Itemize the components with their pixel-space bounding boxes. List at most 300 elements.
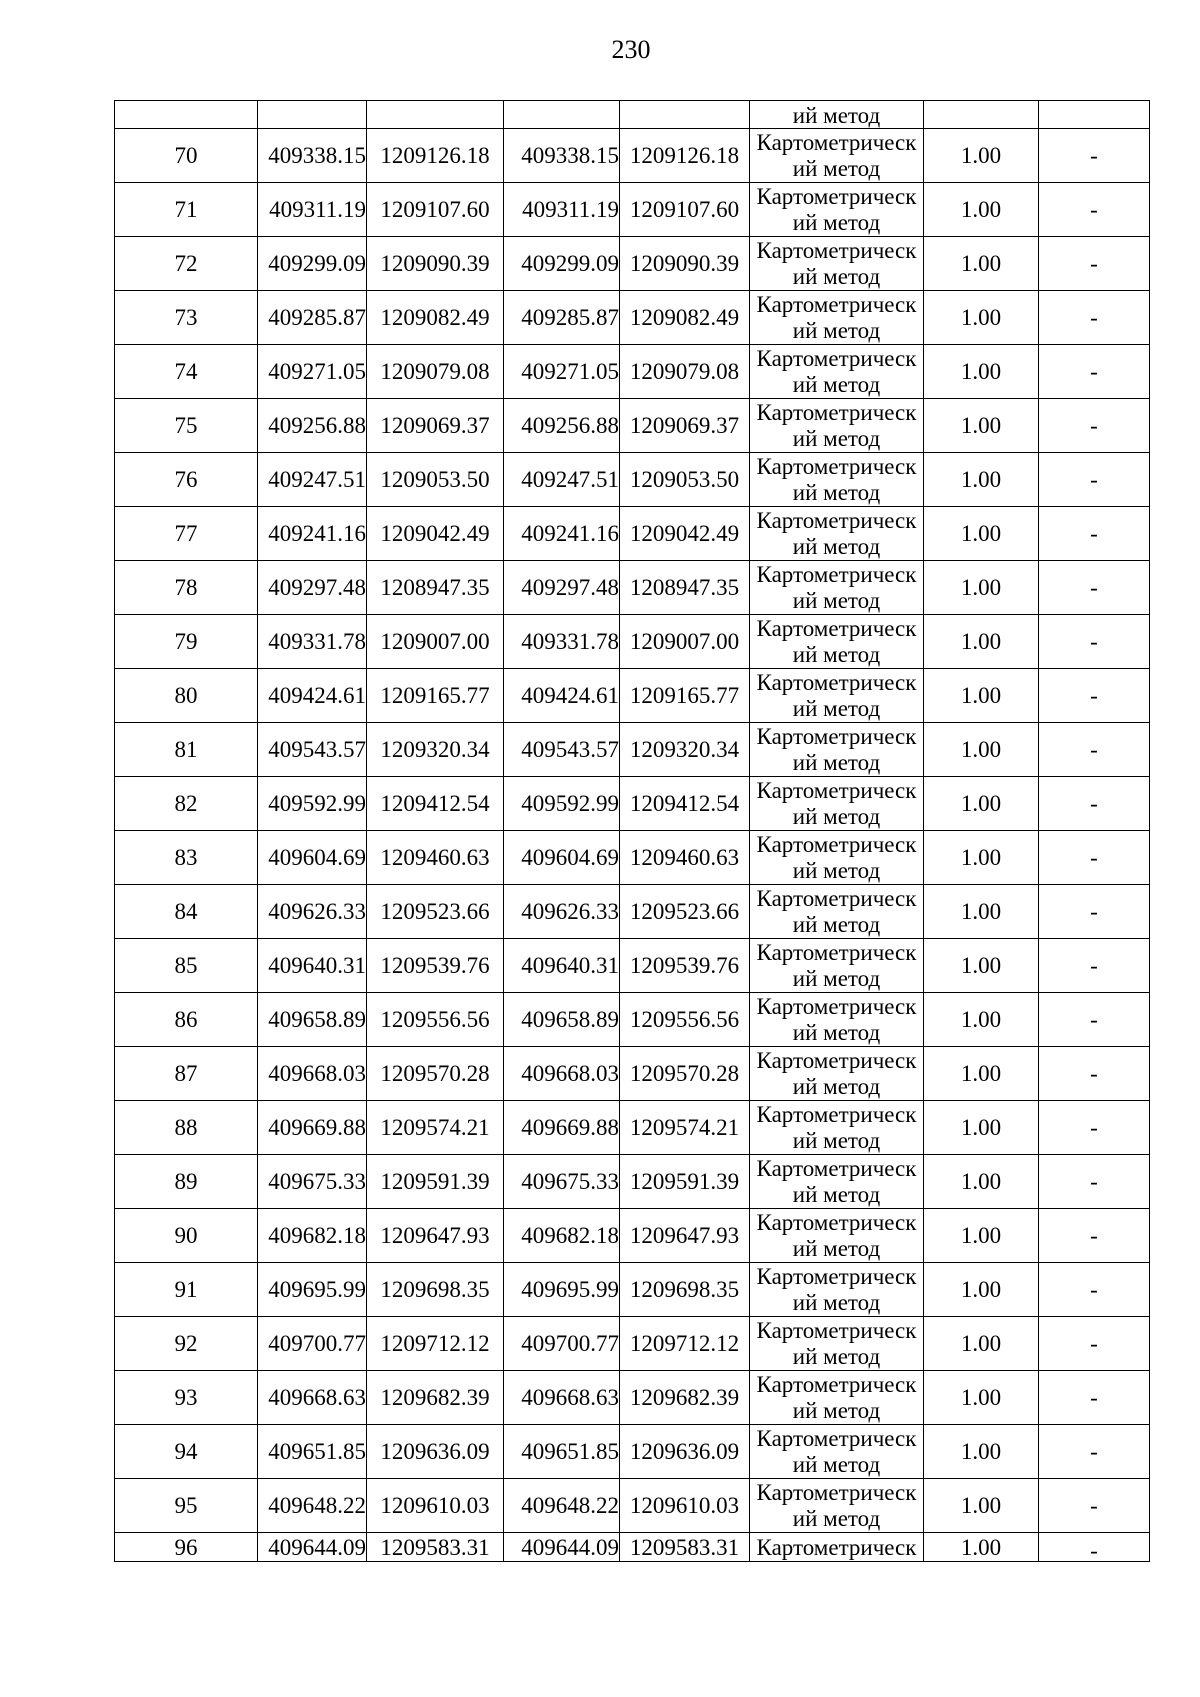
- cell-note: -: [1039, 723, 1150, 777]
- cell-method: [750, 183, 924, 237]
- method-line-1: Картометрическ: [756, 939, 917, 965]
- cell-accuracy: 1.00: [924, 1533, 1039, 1562]
- cell-method: [750, 291, 924, 345]
- method-line-2: ий метод: [792, 155, 881, 181]
- table-row: [115, 1371, 1150, 1425]
- method-line-2: ий метод: [792, 1073, 881, 1099]
- cell-y-new: 1209556.56: [620, 993, 750, 1047]
- cell-accuracy: 1.00: [924, 615, 1039, 669]
- cell-empty: [504, 101, 620, 129]
- method-line-2: ий метод: [792, 263, 881, 289]
- cell-method: [750, 561, 924, 615]
- table-row: [115, 939, 1150, 993]
- cell-point-number: 75: [115, 399, 258, 453]
- cell-note: -: [1039, 1479, 1150, 1533]
- cell-accuracy: 1.00: [924, 345, 1039, 399]
- table-row: [115, 1209, 1150, 1263]
- cell-y-existing: 1209069.37: [367, 399, 504, 453]
- cell-x-new: 409247.51: [504, 453, 620, 507]
- cell-accuracy: 1.00: [924, 1479, 1039, 1533]
- cell-accuracy: 1.00: [924, 1317, 1039, 1371]
- cell-x-existing: 409311.19: [258, 183, 367, 237]
- cell-y-new: 1209698.35: [620, 1263, 750, 1317]
- table-row: [115, 777, 1150, 831]
- cell-point-number: 78: [115, 561, 258, 615]
- method-line-1: Картометрическ: [756, 1535, 917, 1560]
- cell-method: ий метод: [750, 101, 924, 129]
- cell-point-number: 74: [115, 345, 258, 399]
- cell-x-existing: 409626.33: [258, 885, 367, 939]
- cell-point-number: 71: [115, 183, 258, 237]
- method-line-1: Картометрическ: [756, 1479, 917, 1505]
- method-line-1: Картометрическ: [756, 831, 917, 857]
- cell-empty: [1039, 101, 1150, 129]
- cell-y-new: 1209682.39: [620, 1371, 750, 1425]
- cell-point-number: 88: [115, 1101, 258, 1155]
- cell-x-existing: 409700.77: [258, 1317, 367, 1371]
- cell-accuracy: 1.00: [924, 831, 1039, 885]
- table-row: [115, 1533, 1150, 1562]
- table-row: [115, 831, 1150, 885]
- cell-method: [750, 507, 924, 561]
- cell-point-number: 95: [115, 1479, 258, 1533]
- cell-point-number: 84: [115, 885, 258, 939]
- method-line-2: ий метод: [792, 1289, 881, 1315]
- method-line-1: Картометрическ: [756, 1371, 917, 1397]
- cell-point-number: 90: [115, 1209, 258, 1263]
- cell-method: [750, 1209, 924, 1263]
- method-line-2: ий метод: [792, 749, 881, 775]
- cell-note: -: [1039, 777, 1150, 831]
- cell-method: [750, 1533, 924, 1562]
- cell-y-existing: 1209523.66: [367, 885, 504, 939]
- cell-point-number: 72: [115, 237, 258, 291]
- cell-y-existing: 1209556.56: [367, 993, 504, 1047]
- cell-accuracy: 1.00: [924, 777, 1039, 831]
- cell-x-existing: 409543.57: [258, 723, 367, 777]
- cell-accuracy: 1.00: [924, 1263, 1039, 1317]
- table-row: [115, 885, 1150, 939]
- cell-y-existing: 1209107.60: [367, 183, 504, 237]
- cell-y-new: 1209539.76: [620, 939, 750, 993]
- cell-y-new: 1209583.31: [620, 1533, 750, 1562]
- cell-y-new: 1209712.12: [620, 1317, 750, 1371]
- cell-x-existing: 409695.99: [258, 1263, 367, 1317]
- method-line-1: Картометрическ: [756, 669, 917, 695]
- method-line-1: Картометрическ: [756, 129, 917, 155]
- cell-accuracy: 1.00: [924, 723, 1039, 777]
- table-row: [115, 1101, 1150, 1155]
- cell-x-new: 409640.31: [504, 939, 620, 993]
- cell-x-existing: 409668.63: [258, 1371, 367, 1425]
- method-line-2: ий метод: [792, 1181, 881, 1207]
- cell-note: -: [1039, 345, 1150, 399]
- cell-y-existing: 1209042.49: [367, 507, 504, 561]
- cell-y-existing: 1209053.50: [367, 453, 504, 507]
- cell-x-new: 409241.16: [504, 507, 620, 561]
- cell-note: -: [1039, 885, 1150, 939]
- cell-empty: [258, 101, 367, 129]
- table-row: [115, 507, 1150, 561]
- cell-note: -: [1039, 399, 1150, 453]
- cell-y-existing: 1209574.21: [367, 1101, 504, 1155]
- cell-y-new: 1209610.03: [620, 1479, 750, 1533]
- method-line-1: Картометрическ: [756, 1263, 917, 1289]
- method-line-1: Картометрическ: [756, 399, 917, 425]
- cell-method: [750, 1101, 924, 1155]
- cell-y-new: 1209460.63: [620, 831, 750, 885]
- cell-x-existing: 409648.22: [258, 1479, 367, 1533]
- cell-x-new: 409256.88: [504, 399, 620, 453]
- cell-y-new: 1209320.34: [620, 723, 750, 777]
- cell-accuracy: 1.00: [924, 399, 1039, 453]
- method-line-1: Картометрическ: [756, 345, 917, 371]
- cell-y-new: 1209079.08: [620, 345, 750, 399]
- method-line-1: Картометрическ: [756, 237, 917, 263]
- cell-y-existing: 1209126.18: [367, 129, 504, 183]
- cell-x-existing: 409241.16: [258, 507, 367, 561]
- cell-x-new: 409604.69: [504, 831, 620, 885]
- cell-point-number: 73: [115, 291, 258, 345]
- cell-x-existing: 409271.05: [258, 345, 367, 399]
- cell-method: [750, 615, 924, 669]
- cell-accuracy: 1.00: [924, 1371, 1039, 1425]
- cell-point-number: 80: [115, 669, 258, 723]
- cell-x-existing: 409668.03: [258, 1047, 367, 1101]
- cell-point-number: 81: [115, 723, 258, 777]
- cell-method: [750, 453, 924, 507]
- cell-accuracy: 1.00: [924, 237, 1039, 291]
- cell-accuracy: 1.00: [924, 507, 1039, 561]
- cell-y-existing: 1209591.39: [367, 1155, 504, 1209]
- cell-x-new: 409543.57: [504, 723, 620, 777]
- cell-note: -: [1039, 939, 1150, 993]
- cell-accuracy: 1.00: [924, 1047, 1039, 1101]
- cell-y-new: 1209647.93: [620, 1209, 750, 1263]
- cell-y-new: 1209126.18: [620, 129, 750, 183]
- cell-x-existing: 409256.88: [258, 399, 367, 453]
- cell-note: -: [1039, 129, 1150, 183]
- table-row: [115, 1425, 1150, 1479]
- cell-point-number: 96: [115, 1533, 258, 1562]
- cell-point-number: 79: [115, 615, 258, 669]
- method-line-1: Картометрическ: [756, 1101, 917, 1127]
- cell-note: -: [1039, 1155, 1150, 1209]
- cell-point-number: 70: [115, 129, 258, 183]
- cell-y-new: 1209007.00: [620, 615, 750, 669]
- cell-method: [750, 129, 924, 183]
- cell-x-existing: 409682.18: [258, 1209, 367, 1263]
- method-line-2: ий метод: [792, 1343, 881, 1369]
- cell-y-new: 1209053.50: [620, 453, 750, 507]
- cell-y-existing: 1208947.35: [367, 561, 504, 615]
- cell-point-number: 85: [115, 939, 258, 993]
- cell-y-existing: 1209165.77: [367, 669, 504, 723]
- cell-x-new: 409644.09: [504, 1533, 620, 1562]
- cell-accuracy: 1.00: [924, 1101, 1039, 1155]
- method-line-1: Картометрическ: [756, 1425, 917, 1451]
- method-line-2: ий метод: [792, 1505, 881, 1531]
- cell-x-existing: 409640.31: [258, 939, 367, 993]
- method-line-2: ий метод: [792, 857, 881, 883]
- cell-point-number: 82: [115, 777, 258, 831]
- cell-point-number: 89: [115, 1155, 258, 1209]
- cell-method: [750, 885, 924, 939]
- method-line-2: ий метод: [792, 587, 881, 613]
- cell-x-new: 409668.03: [504, 1047, 620, 1101]
- cell-note: -: [1039, 1533, 1150, 1562]
- table-row: [115, 183, 1150, 237]
- method-line-1: Картометрическ: [756, 1047, 917, 1073]
- cell-x-existing: 409592.99: [258, 777, 367, 831]
- cell-note: -: [1039, 669, 1150, 723]
- cell-method: [750, 831, 924, 885]
- cell-y-existing: 1209320.34: [367, 723, 504, 777]
- cell-y-new: 1209636.09: [620, 1425, 750, 1479]
- cell-y-existing: 1209698.35: [367, 1263, 504, 1317]
- cell-method: [750, 777, 924, 831]
- cell-method: [750, 1479, 924, 1533]
- cell-method: [750, 1317, 924, 1371]
- table-row: [115, 345, 1150, 399]
- cell-y-new: 1209069.37: [620, 399, 750, 453]
- cell-y-new: 1209082.49: [620, 291, 750, 345]
- cell-accuracy: 1.00: [924, 669, 1039, 723]
- cell-note: -: [1039, 561, 1150, 615]
- cell-y-existing: 1209460.63: [367, 831, 504, 885]
- cell-empty: [367, 101, 504, 129]
- method-line-1: Картометрическ: [756, 1317, 917, 1343]
- cell-accuracy: 1.00: [924, 885, 1039, 939]
- cell-x-new: 409299.09: [504, 237, 620, 291]
- cell-y-existing: 1209647.93: [367, 1209, 504, 1263]
- cell-note: -: [1039, 993, 1150, 1047]
- cell-y-existing: 1209079.08: [367, 345, 504, 399]
- cell-note: -: [1039, 1317, 1150, 1371]
- cell-accuracy: 1.00: [924, 561, 1039, 615]
- cell-x-existing: 409297.48: [258, 561, 367, 615]
- cell-point-number: 77: [115, 507, 258, 561]
- cell-y-new: 1208947.35: [620, 561, 750, 615]
- method-line-2: ий метод: [792, 425, 881, 451]
- cell-empty: [924, 101, 1039, 129]
- method-line-2: ий метод: [792, 965, 881, 991]
- cell-y-new: 1209574.21: [620, 1101, 750, 1155]
- cell-note: -: [1039, 1047, 1150, 1101]
- table-row-continuation: [115, 101, 1150, 129]
- table-row: [115, 1263, 1150, 1317]
- cell-method: [750, 1047, 924, 1101]
- cell-accuracy: 1.00: [924, 183, 1039, 237]
- cell-accuracy: 1.00: [924, 1155, 1039, 1209]
- table-row: [115, 993, 1150, 1047]
- cell-y-new: 1209107.60: [620, 183, 750, 237]
- cell-x-new: 409592.99: [504, 777, 620, 831]
- table-row: [115, 129, 1150, 183]
- cell-x-new: 409311.19: [504, 183, 620, 237]
- cell-x-new: 409658.89: [504, 993, 620, 1047]
- cell-y-new: 1209042.49: [620, 507, 750, 561]
- method-line-2: ий метод: [792, 1397, 881, 1423]
- cell-y-new: 1209412.54: [620, 777, 750, 831]
- cell-x-existing: 409424.61: [258, 669, 367, 723]
- method-line-2: ий метод: [792, 1235, 881, 1261]
- method-line-2: ий метод: [792, 209, 881, 235]
- cell-y-existing: 1209570.28: [367, 1047, 504, 1101]
- cell-point-number: 92: [115, 1317, 258, 1371]
- method-line-1: Картометрическ: [756, 561, 917, 587]
- cell-accuracy: 1.00: [924, 1425, 1039, 1479]
- cell-y-new: 1209570.28: [620, 1047, 750, 1101]
- method-line-1: Картометрическ: [756, 993, 917, 1019]
- cell-x-new: 409285.87: [504, 291, 620, 345]
- cell-y-existing: 1209712.12: [367, 1317, 504, 1371]
- cell-empty: [620, 101, 750, 129]
- cell-x-existing: 409285.87: [258, 291, 367, 345]
- cell-method: [750, 939, 924, 993]
- method-line-2: ий метод: [792, 317, 881, 343]
- table-row: [115, 1047, 1150, 1101]
- cell-accuracy: 1.00: [924, 1209, 1039, 1263]
- cell-x-new: 409669.88: [504, 1101, 620, 1155]
- cell-x-existing: 409669.88: [258, 1101, 367, 1155]
- cell-y-existing: 1209682.39: [367, 1371, 504, 1425]
- cell-x-new: 409695.99: [504, 1263, 620, 1317]
- cell-y-new: 1209090.39: [620, 237, 750, 291]
- table-row: [115, 291, 1150, 345]
- cell-note: -: [1039, 1101, 1150, 1155]
- cell-x-existing: 409644.09: [258, 1533, 367, 1562]
- table-row: [115, 723, 1150, 777]
- cell-empty: [115, 101, 258, 129]
- cell-y-existing: 1209412.54: [367, 777, 504, 831]
- cell-note: -: [1039, 1371, 1150, 1425]
- cell-x-existing: 409675.33: [258, 1155, 367, 1209]
- method-line-1: Картометрическ: [756, 453, 917, 479]
- cell-method: [750, 1263, 924, 1317]
- method-line-1: Картометрическ: [756, 291, 917, 317]
- cell-x-existing: 409331.78: [258, 615, 367, 669]
- coordinates-table: [114, 100, 1150, 1562]
- cell-method: [750, 1155, 924, 1209]
- cell-point-number: 94: [115, 1425, 258, 1479]
- method-line-2: ий метод: [792, 371, 881, 397]
- method-line-2: ий метод: [792, 1127, 881, 1153]
- cell-method: [750, 345, 924, 399]
- cell-y-existing: 1209007.00: [367, 615, 504, 669]
- page-number: 230: [611, 35, 651, 64]
- cell-x-new: 409700.77: [504, 1317, 620, 1371]
- cell-note: -: [1039, 453, 1150, 507]
- method-line-1: Картометрическ: [756, 615, 917, 641]
- cell-x-existing: 409658.89: [258, 993, 367, 1047]
- cell-x-new: 409626.33: [504, 885, 620, 939]
- cell-x-new: 409648.22: [504, 1479, 620, 1533]
- cell-accuracy: 1.00: [924, 993, 1039, 1047]
- cell-y-existing: 1209583.31: [367, 1533, 504, 1562]
- method-line-1: Картометрическ: [756, 723, 917, 749]
- table-row: [115, 1317, 1150, 1371]
- cell-x-new: 409675.33: [504, 1155, 620, 1209]
- cell-y-existing: 1209636.09: [367, 1425, 504, 1479]
- method-line-2: ий метод: [792, 1451, 881, 1477]
- cell-accuracy: 1.00: [924, 129, 1039, 183]
- cell-note: -: [1039, 1263, 1150, 1317]
- cell-x-new: 409682.18: [504, 1209, 620, 1263]
- cell-method: [750, 399, 924, 453]
- cell-accuracy: 1.00: [924, 291, 1039, 345]
- cell-x-existing: 409651.85: [258, 1425, 367, 1479]
- method-line-1: Картометрическ: [756, 885, 917, 911]
- cell-method: [750, 1425, 924, 1479]
- cell-point-number: 91: [115, 1263, 258, 1317]
- table-row: [115, 399, 1150, 453]
- table-row: [115, 1479, 1150, 1533]
- cell-note: -: [1039, 615, 1150, 669]
- cell-y-existing: 1209610.03: [367, 1479, 504, 1533]
- cell-y-new: 1209165.77: [620, 669, 750, 723]
- method-line-1: Картометрическ: [756, 1155, 917, 1181]
- cell-accuracy: 1.00: [924, 939, 1039, 993]
- cell-method: [750, 237, 924, 291]
- method-line-2: ий метод: [792, 641, 881, 667]
- cell-note: -: [1039, 507, 1150, 561]
- table-row: [115, 453, 1150, 507]
- cell-note: -: [1039, 1425, 1150, 1479]
- cell-x-new: 409424.61: [504, 669, 620, 723]
- method-line-1: Картометрическ: [756, 777, 917, 803]
- cell-method: [750, 1371, 924, 1425]
- method-line-2: ий метод: [792, 479, 881, 505]
- cell-x-existing: 409604.69: [258, 831, 367, 885]
- cell-point-number: 87: [115, 1047, 258, 1101]
- cell-x-existing: 409338.15: [258, 129, 367, 183]
- table-row: [115, 561, 1150, 615]
- method-line-1: Картометрическ: [756, 183, 917, 209]
- cell-x-existing: 409299.09: [258, 237, 367, 291]
- cell-point-number: 83: [115, 831, 258, 885]
- cell-accuracy: 1.00: [924, 453, 1039, 507]
- cell-y-existing: 1209090.39: [367, 237, 504, 291]
- cell-y-new: 1209591.39: [620, 1155, 750, 1209]
- cell-x-new: 409271.05: [504, 345, 620, 399]
- table-row: [115, 1155, 1150, 1209]
- cell-x-new: 409668.63: [504, 1371, 620, 1425]
- cell-point-number: 93: [115, 1371, 258, 1425]
- cell-x-new: 409297.48: [504, 561, 620, 615]
- method-line-2: ий метод: [792, 695, 881, 721]
- cell-note: -: [1039, 1209, 1150, 1263]
- cell-note: -: [1039, 831, 1150, 885]
- cell-y-existing: 1209539.76: [367, 939, 504, 993]
- cell-point-number: 76: [115, 453, 258, 507]
- method-line-1: Картометрическ: [756, 507, 917, 533]
- cell-x-existing: 409247.51: [258, 453, 367, 507]
- table-row: [115, 237, 1150, 291]
- table-row: [115, 615, 1150, 669]
- cell-note: -: [1039, 291, 1150, 345]
- cell-method: [750, 993, 924, 1047]
- method-line-2: ий метод: [792, 803, 881, 829]
- table-row: [115, 669, 1150, 723]
- cell-x-new: 409331.78: [504, 615, 620, 669]
- cell-note: -: [1039, 237, 1150, 291]
- method-line-2: ий метод: [792, 911, 881, 937]
- method-line-2: ий метод: [792, 1019, 881, 1045]
- cell-method: [750, 723, 924, 777]
- cell-y-new: 1209523.66: [620, 885, 750, 939]
- method-line-1: Картометрическ: [756, 1209, 917, 1235]
